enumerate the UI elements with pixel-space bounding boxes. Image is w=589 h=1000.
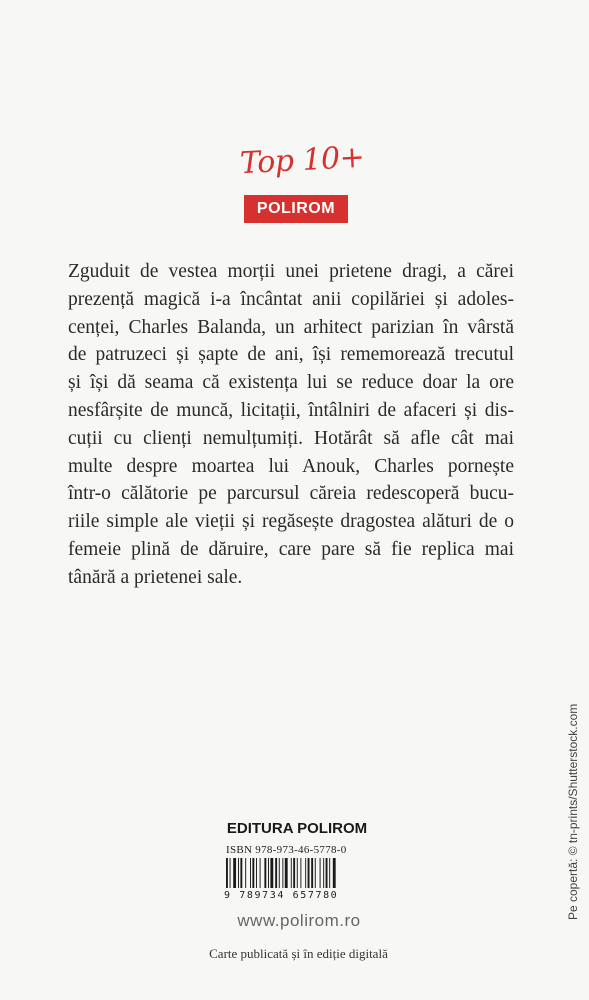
back-cover-blurb [68, 258, 514, 592]
blurb-line: tânără a prietenei sale. [68, 566, 243, 588]
blurb-line: și își dă seama că existența lui se reduce doar la ore [68, 372, 514, 394]
barcode-digits: 9 789734 657780 [224, 890, 339, 901]
publisher-name: EDITURA POLIROM [226, 820, 368, 837]
digital-edition-note: Carte publicată și în ediție digitală [209, 946, 388, 961]
blurb-line: într-o călătorie pe parcursul căreia redescoperă bucu- [68, 483, 514, 505]
series-logo-polirom: POLIROM [244, 195, 348, 223]
blurb-line: femeie plină de dăruire, care pare să fie replica mai [68, 538, 514, 560]
blurb-line: nesfârșite de muncă, licitații, întâlniri de afaceri și dis- [68, 399, 514, 421]
series-logo-top-10: Top 10+ [239, 139, 366, 182]
blurb-line: riile simple ale vieții și regăsește dragostea alături de o [68, 511, 514, 533]
isbn-number: ISBN 978-973-46-5778-0 [226, 844, 347, 856]
blurb-line: cuții cu clienți nemulțumiți. Hotărât să afle cât mai [68, 427, 514, 449]
blurb-line: prezență magică i-a încântat anii copilăriei și adoles- [68, 288, 514, 310]
blurb-line: multe despre moartea lui Anouk, Charles pornește [68, 455, 514, 477]
blurb-line: de patruzeci și șapte de ani, își rememorează trecutul [68, 344, 514, 366]
blurb-line: Zguduit de vestea morții unei prietene dragi, a cărei [68, 261, 514, 282]
cover-image-credit: Pe copertă: © tn-prints/Shutterstock.com [566, 703, 580, 920]
blurb-line: cenței, Charles Balanda, un arhitect parizian în vârstă [68, 316, 514, 338]
publisher-website: www.polirom.ro [237, 911, 361, 930]
